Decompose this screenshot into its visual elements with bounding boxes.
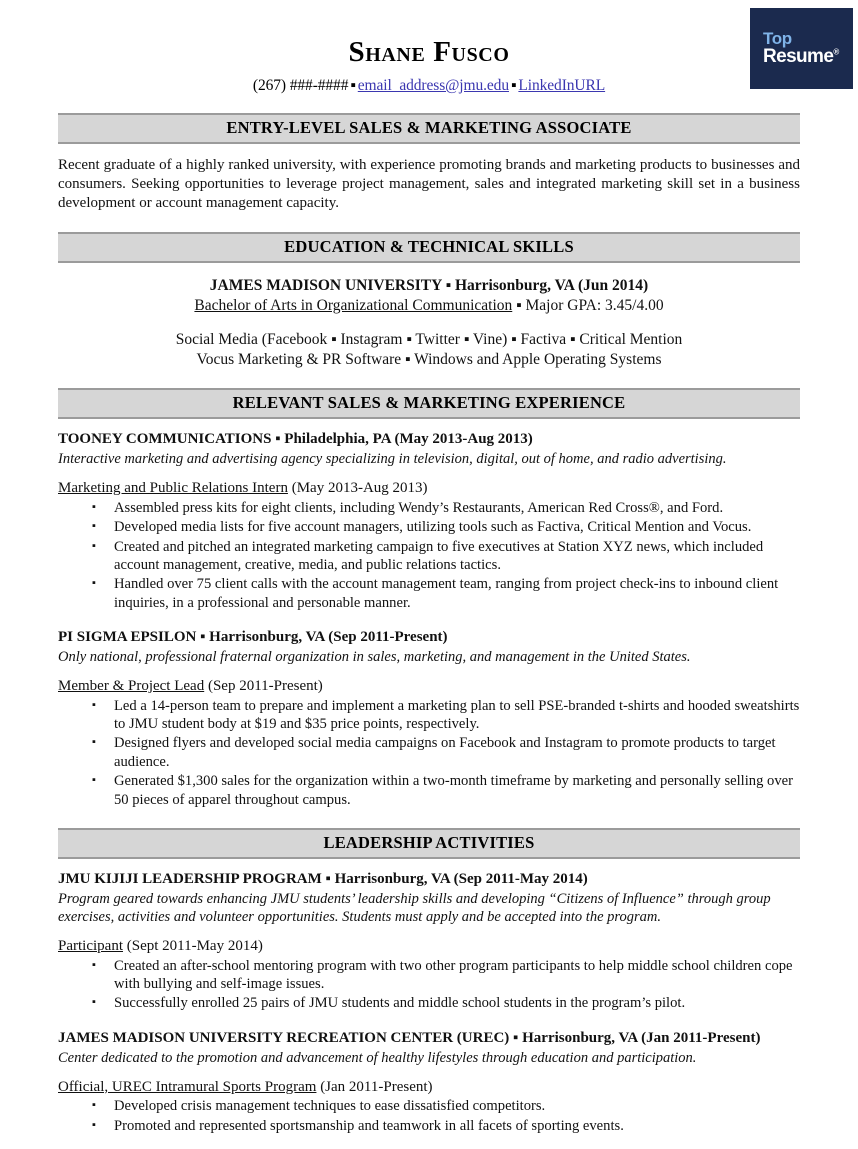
job-description: Interactive marketing and advertising agency specializing in television, digital, out of home, and radio advertising. — [58, 450, 727, 467]
job-role-title: Marketing and Public Relations Intern — [58, 480, 288, 496]
bottom-spacer — [58, 1135, 800, 1149]
leadership-entry — [58, 1029, 800, 1135]
list-item — [58, 575, 800, 612]
square-bullet-icon: ▪ — [92, 958, 96, 971]
job-company: JMU KIJIJI LEADERSHIP PROGRAM ▪ Harrisonburg, VA (Sep 2011-May 2014) — [58, 870, 588, 887]
email-link[interactable]: email_address@jmu.edu — [357, 77, 509, 94]
contact-separator-2: ▪ — [510, 77, 517, 94]
section-header-headline: ENTRY-LEVEL SALES & MARKETING ASSOCIATE — [58, 113, 800, 144]
list-item-text: Generated $1,300 sales for the organization within a two-month timeframe by marketing and personally selling over 50 pieces of apparel throughout campus. — [114, 773, 793, 808]
experience-entry — [58, 430, 800, 612]
section-header-experience: RELEVANT SALES & MARKETING EXPERIENCE — [58, 388, 800, 419]
job-company: TOONEY COMMUNICATIONS ▪ Philadelphia, PA (May 2013-Aug 2013) — [58, 431, 533, 448]
job-role-title: Official, UREC Intramural Sports Program — [58, 1078, 317, 1095]
list-item-text: Developed media lists for five account managers, utilizing tools such as Factiva, Critical Mention and Vocus. — [114, 519, 752, 536]
square-bullet-icon: ▪ — [92, 736, 96, 749]
square-bullet-icon: ▪ — [92, 774, 96, 787]
skills-line-1: Social Media (Facebook ▪ Instagram ▪ Twitter ▪ Vine) ▪ Factiva ▪ Critical Mention — [175, 330, 683, 348]
square-bullet-icon: ▪ — [92, 577, 96, 590]
list-item — [58, 499, 800, 517]
education-gpa: ▪ Major GPA: 3.45/4.00 — [512, 296, 664, 314]
square-bullet-icon: ▪ — [92, 500, 96, 513]
job-description: Center dedicated to the promotion and advancement of healthy lifestyles through education and participation. — [58, 1049, 697, 1066]
list-item-text: Promoted and represented sportsmanship and teamwork in all facets of sporting events. — [114, 1117, 624, 1134]
education-degree — [58, 296, 800, 316]
contact-line — [58, 77, 800, 95]
square-bullet-icon: ▪ — [92, 539, 96, 552]
list-item — [58, 1117, 800, 1135]
logo-resume-text: Resume® — [763, 46, 839, 68]
list-item-text: Handled over 75 client calls with the account management team, ranging from project check-ins to inbound client inquiries, in a professional and personable manner. — [114, 576, 779, 611]
job-role — [58, 677, 800, 696]
list-item — [58, 518, 800, 536]
square-bullet-icon: ▪ — [92, 996, 96, 1009]
registered-mark-icon: ® — [833, 48, 839, 58]
job-role-dates: (Jan 2011-Present) — [316, 1078, 433, 1095]
job-role — [58, 1078, 800, 1097]
skills-line-2: Vocus Marketing & PR Software ▪ Windows and Apple Operating Systems — [196, 350, 662, 368]
list-item-text: Assembled press kits for eight clients, including Wendy’s Restaurants, American Red Cross®, and Ford. — [114, 499, 724, 516]
list-item-text: Developed crisis management techniques to ease dissatisfied competitors. — [114, 1098, 546, 1115]
square-bullet-icon: ▪ — [92, 698, 96, 711]
square-bullet-icon: ▪ — [92, 520, 96, 533]
list-item — [58, 1097, 800, 1115]
job-description: Program geared towards enhancing JMU students’ leadership skills and developing “Citizens of Influence” through group exercises, activities and volunteer opportunities. Students must apply and be accepted into the program. — [58, 890, 771, 925]
list-item-text: Designed flyers and developed social media campaigns on Facebook and Instagram to promote products to target audience. — [114, 735, 776, 770]
list-item-text: Successfully enrolled 25 pairs of JMU students and middle school students in the program’s pilot. — [114, 995, 686, 1012]
experience-entry — [58, 628, 800, 809]
technical-skills-block — [58, 330, 800, 370]
section-header-leadership: LEADERSHIP ACTIVITIES — [58, 828, 800, 859]
list-item — [58, 772, 800, 809]
list-item — [58, 697, 800, 734]
square-bullet-icon: ▪ — [92, 1118, 96, 1131]
list-item-text: Created and pitched an integrated marketing campaign to five executives at Station XYZ news, which included account management, creative, media, and public relations tactics. — [114, 538, 764, 573]
section-header-education: EDUCATION & TECHNICAL SKILLS — [58, 232, 800, 263]
list-item — [58, 994, 800, 1012]
professional-summary: Recent graduate of a highly ranked university, with experience promoting brands and marketing products to businesses and consumers. Seeking opportunities to leverage project management, sales and integrated marketing skill set in a business development or account management capacity. — [58, 157, 800, 212]
job-role-title: Member & Project Lead — [58, 677, 205, 694]
contact-separator-1: ▪ — [350, 77, 356, 94]
education-degree-name: Bachelor of Arts in Organizational Communication — [194, 296, 513, 314]
education-block — [58, 276, 800, 316]
job-company: PI SIGMA EPSILON ▪ Harrisonburg, VA (Sep 2011-Present) — [58, 629, 448, 645]
job-role-dates: (Sept 2011-May 2014) — [122, 937, 263, 954]
list-item-text: Created an after-school mentoring program with two other program participants to help middle school children cope with bullying and self-image issues. — [114, 957, 793, 992]
job-bullet-list — [58, 1097, 800, 1135]
job-role-title: Participant — [58, 937, 123, 954]
job-company: JAMES MADISON UNIVERSITY RECREATION CENTER (UREC) ▪ Harrisonburg, VA (Jan 2011-Present) — [58, 1029, 761, 1046]
leadership-entry — [58, 870, 800, 1013]
job-role-dates: (May 2013-Aug 2013) — [287, 480, 428, 496]
job-description: Only national, professional fraternal organization in sales, marketing, and management in the United States. — [58, 648, 691, 665]
logo-top-text: Top — [763, 29, 792, 49]
page-title: Shane Fusco — [348, 36, 510, 68]
job-role — [58, 479, 800, 498]
square-bullet-icon: ▪ — [92, 1099, 96, 1112]
phone-number: (267) ###-#### — [252, 77, 349, 94]
job-role — [58, 937, 800, 956]
list-item-text: Led a 14-person team to prepare and implement a marketing plan to sell PSE-branded t-shirts and hooded sweatshirts to JMU student body at $19 and $35 price points, respectively. — [114, 697, 800, 732]
list-item — [58, 734, 800, 771]
list-item — [58, 538, 800, 575]
list-item — [58, 957, 800, 994]
education-school: JAMES MADISON UNIVERSITY ▪ Harrisonburg, VA (Jun 2014) — [209, 276, 649, 294]
job-bullet-list — [58, 697, 800, 809]
job-bullet-list — [58, 957, 800, 1013]
job-bullet-list — [58, 499, 800, 612]
linkedin-link[interactable]: LinkedInURL — [518, 77, 606, 94]
job-role-dates: (Sep 2011-Present) — [204, 677, 323, 694]
